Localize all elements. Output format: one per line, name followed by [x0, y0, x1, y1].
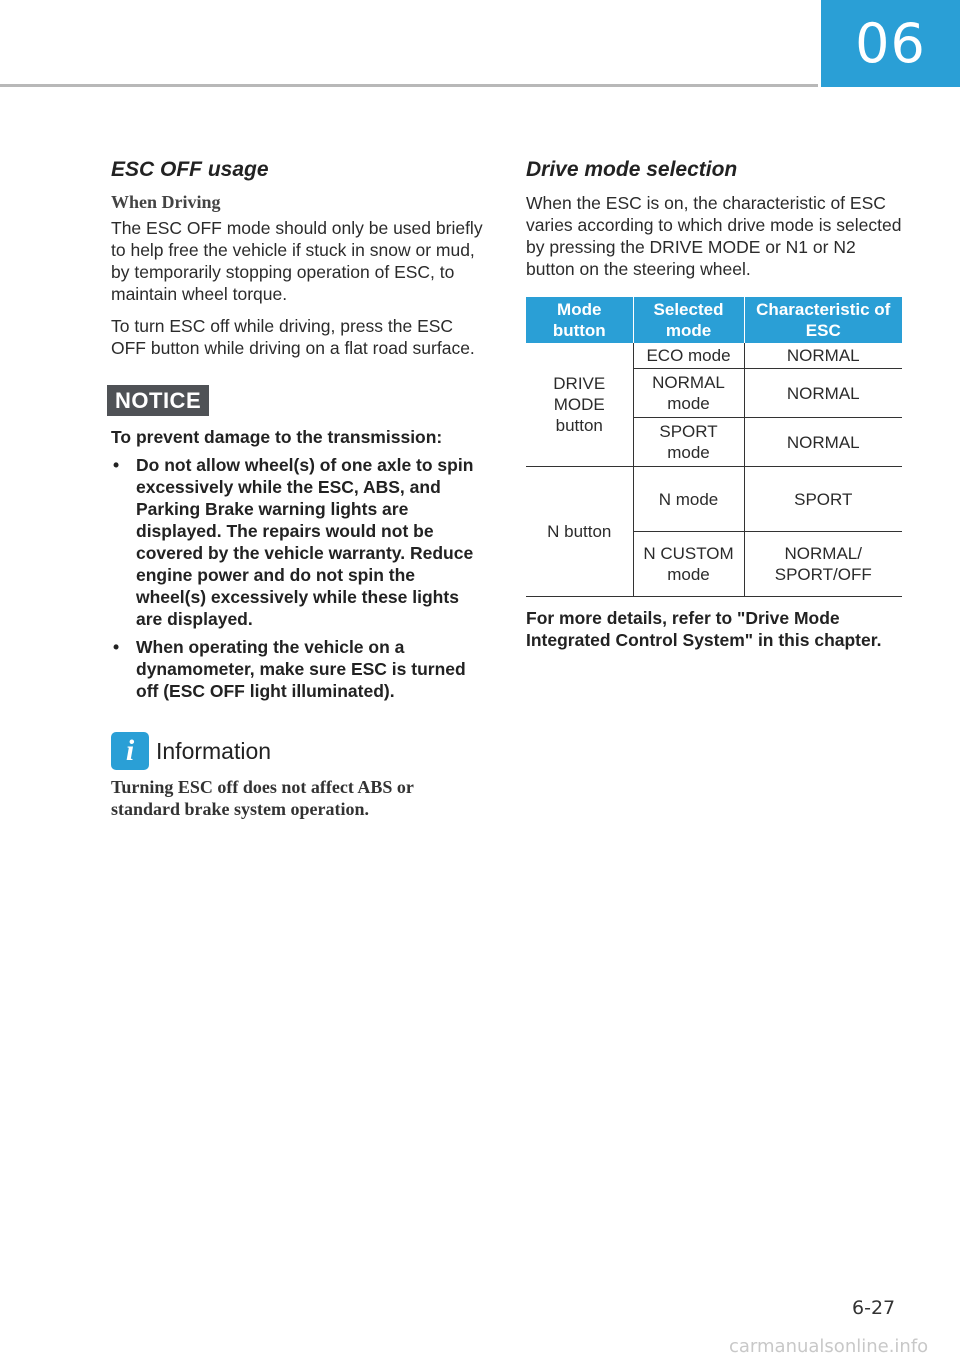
esc-characteristic-cell: SPORT	[744, 467, 902, 532]
header-mode-button: Mode button	[526, 297, 633, 343]
table-row	[526, 343, 902, 369]
esc-characteristic-cell: NORMAL	[744, 369, 902, 418]
information-title: Information	[156, 737, 272, 764]
header-selected-mode: Selected mode	[633, 297, 744, 343]
notice-item	[111, 636, 483, 702]
table-header-row	[526, 297, 902, 343]
notice-lead: To prevent damage to the transmission:	[111, 427, 443, 447]
chapter-number-tab: 06	[821, 0, 960, 87]
notice-item-text: Do not allow wheel(s) of one axle to spin excessively while the ESC, ABS, and Parking Brake warning lights are displayed. The repairs would not be covered by the vehicle warranty. Reduce engine power and do not spin the wheel(s) excessively while these lights are displayed.	[136, 455, 474, 629]
selected-mode-cell: ECO mode	[633, 343, 744, 369]
info-icon: i	[111, 732, 149, 770]
group-n-button: N button	[526, 467, 633, 597]
selected-mode-cell: N CUSTOM mode	[633, 532, 744, 597]
more-details-note: For more details, refer to "Drive Mode Integrated Control System" in this chapter.	[526, 608, 882, 650]
esc-off-usage-title: ESC OFF usage	[111, 158, 269, 181]
notice-badge: NOTICE	[107, 385, 209, 416]
selected-mode-cell: N mode	[633, 467, 744, 532]
notice-list	[111, 454, 483, 702]
group-drive-mode-button: DRIVE MODE button	[526, 343, 633, 467]
information-header	[111, 732, 483, 770]
header-characteristic: Characteristic of ESC	[744, 297, 902, 343]
selected-mode-cell: NORMAL mode	[633, 369, 744, 418]
notice-item	[111, 454, 483, 630]
header-rule	[0, 84, 818, 87]
drive-mode-intro: When the ESC is on, the characteristic of ESC varies according to which drive mode is selected by pressing the DRIVE MODE or N1 or N2 button on the steering wheel.	[526, 193, 902, 279]
right-column	[526, 158, 902, 651]
drive-mode-table	[526, 297, 902, 597]
esc-characteristic-cell: NORMAL/ SPORT/OFF	[744, 532, 902, 597]
drive-mode-title: Drive mode selection	[526, 158, 738, 181]
left-column	[111, 158, 483, 820]
bullet-icon: •	[113, 637, 120, 657]
information-text: Turning ESC off does not affect ABS or standard brake system operation.	[111, 777, 414, 819]
page-number: 6-27	[852, 1297, 896, 1319]
bullet-icon: •	[113, 455, 120, 475]
esc-off-paragraph-2: To turn ESC off while driving, press the ESC OFF button while driving on a flat road surface.	[111, 316, 475, 358]
notice-item-text: When operating the vehicle on a dynamometer, make sure ESC is turned off (ESC OFF light illuminated).	[136, 637, 466, 701]
table-row	[526, 467, 902, 532]
watermark-text: carmanualsonline.info	[729, 1336, 929, 1357]
esc-characteristic-cell: NORMAL	[744, 418, 902, 467]
esc-characteristic-cell: NORMAL	[744, 343, 902, 369]
when-driving-subtitle: When Driving	[111, 192, 221, 212]
selected-mode-cell: SPORT mode	[633, 418, 744, 467]
esc-off-paragraph-1: The ESC OFF mode should only be used briefly to help free the vehicle if stuck in snow or mud, by temporarily stopping operation of ESC, to maintain wheel torque.	[111, 218, 483, 304]
